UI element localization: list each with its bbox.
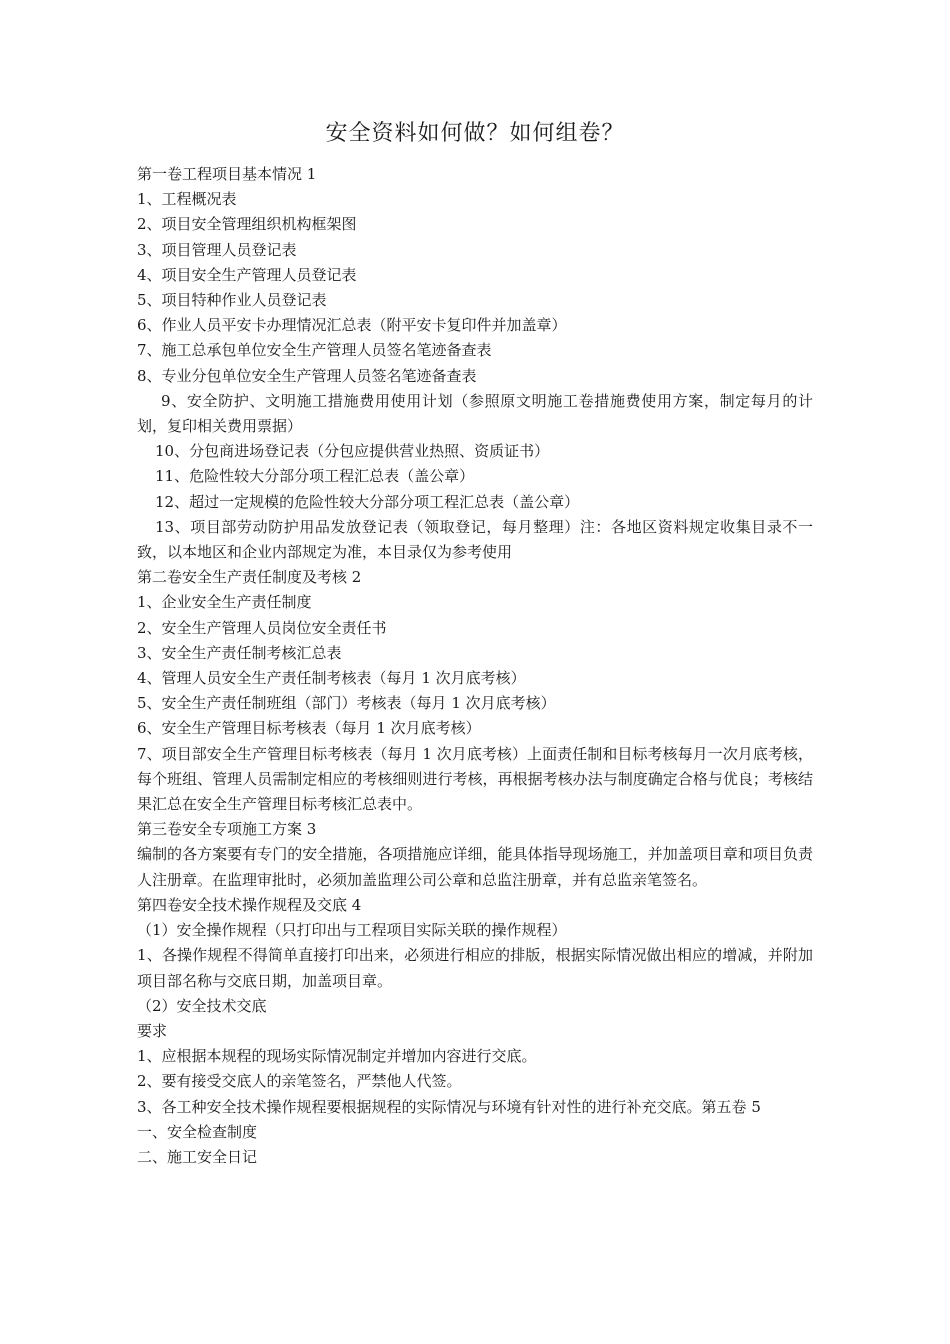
list-item: 13、项目部劳动防护用品发放登记表（领取登记，每月整理）注：各地区资料规定收集目录不一致，以本地区和企业内部规定为准，本目录仅为参考使用 [137,517,813,562]
list-item: 3、项目管理人员登记表 [137,240,297,259]
list-item: 1、工程概况表 [137,190,237,209]
subsection-heading: （1）安全操作规程（只打印出与工程项目实际关联的操作规程） [137,921,567,940]
list-item: 5、项目特种作业人员登记表 [137,291,327,310]
list-item: 4、管理人员安全生产责任制考核表（每月 1 次月底考核） [137,669,526,688]
section-heading: 第二卷安全生产责任制度及考核 2 [137,568,362,587]
list-item: 1、应根据本规程的现场实际情况制定并增加内容进行交底。 [137,1047,537,1066]
list-item: 二、施工安全日记 [137,1147,258,1166]
list-item: 5、安全生产责任制班组（部门）考核表（每月 1 次月底考核） [137,694,556,713]
list-item: 6、作业人员平安卡办理情况汇总表（附平安卡复印件并加盖章） [137,316,567,335]
section-heading: 第四卷安全技术操作规程及交底 4 [137,895,362,914]
section-heading: 第三卷安全专项施工方案 3 [137,820,317,839]
list-item: 12、超过一定规模的危险性较大分部分项工程汇总表（盖公章） [155,492,580,511]
subsection-heading: （2）安全技术交底 [137,996,267,1015]
list-item: 1、企业安全生产责任制度 [137,593,312,612]
list-item: 4、项目安全生产管理人员登记表 [137,265,357,284]
list-item: 9、安全防护、文明施工措施费用使用计划（参照原文明施工卷措施费使用方案，制定每月的计划，复印相关费用票据） [137,391,813,436]
list-item: 10、分包商进场登记表（分包应提供营业热照、资质证书） [155,442,550,461]
document-body [137,162,813,1170]
list-item: 3、安全生产责任制考核汇总表 [137,643,342,662]
page-title: 安全资料如何做？如何组卷？ [325,121,625,146]
list-item: 1、各操作规程不得简单直接打印出来，必须进行相应的排版，根据实际情况做出相应的增减，并附加项目部名称与交底日期，加盖项目章。 [137,946,813,990]
paragraph: 要求 [137,1021,168,1040]
list-item: 一、安全检查制度 [137,1122,258,1141]
list-item: 6、安全生产管理目标考核表（每月 1 次月底考核） [137,719,481,738]
paragraph: 编制的各方案要有专门的安全措施，各项措施应详细，能具体指导现场施工，并加盖项目章和项目负责人注册章。在监理审批时，必须加盖监理公司公章和总监注册章，并有总监亲笔签名。 [137,845,813,889]
list-item: 7、项目部安全生产管理目标考核表（每月 1 次月底考核）上面责任制和目标考核每月一次月底考核，每个班组、管理人员需制定相应的考核细则进行考核，再根据考核办法与制度确定合格与优良；考核结果汇总在安全生产管理目标考核汇总表中。 [137,744,813,814]
list-item: 11、危险性较大分部分项工程汇总表（盖公章） [155,467,475,486]
list-item: 2、项目安全管理组织机构框架图 [137,215,357,234]
list-item: 2、安全生产管理人员岗位安全责任书 [137,618,387,637]
list-item: 8、专业分包单位安全生产管理人员签名笔迹备查表 [137,366,477,385]
list-item: 2、要有接受交底人的亲笔签名，严禁他人代签。 [137,1072,462,1091]
list-item: 7、施工总承包单位安全生产管理人员签名笔迹备查表 [137,341,492,360]
section-heading: 第一卷工程项目基本情况 1 [137,165,317,183]
list-item: 3、各工种安全技术操作规程要根据规程的实际情况与环境有针对性的进行补充交底。第五卷 5 [137,1097,761,1116]
